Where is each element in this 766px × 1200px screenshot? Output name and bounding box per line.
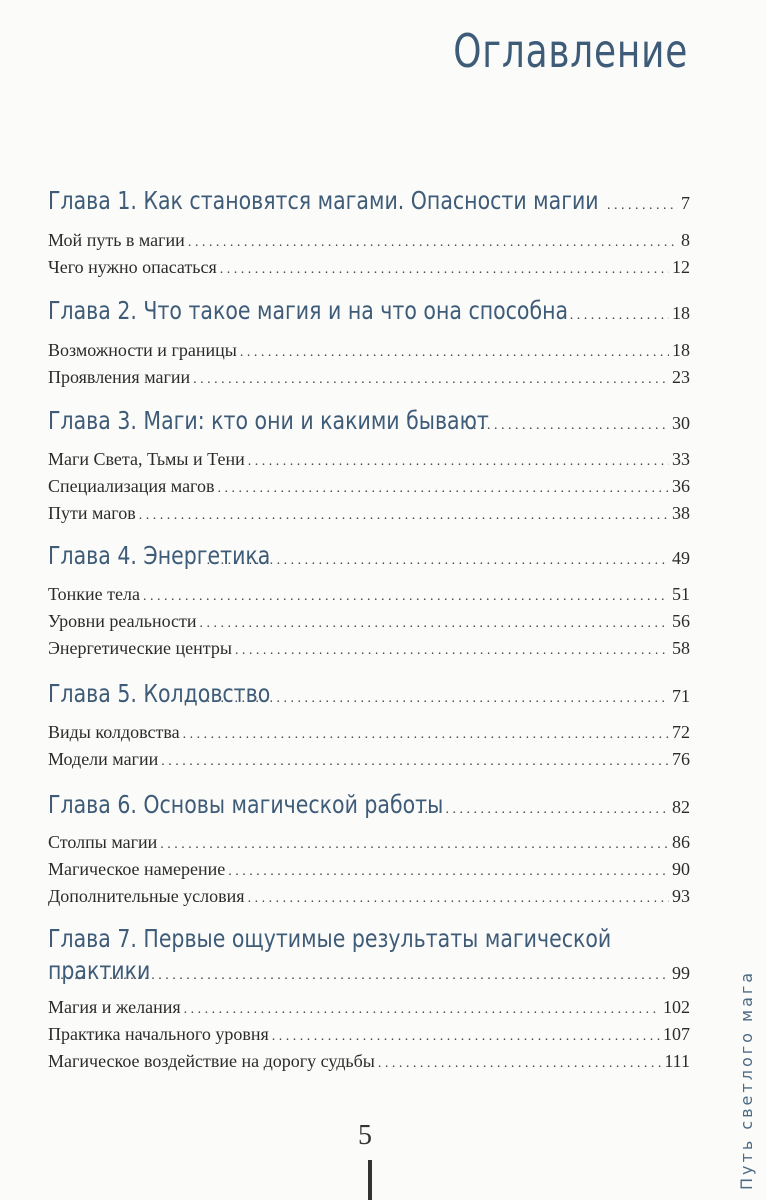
toc-page-number: 36: [672, 476, 690, 496]
toc-chapter-5: [48, 679, 690, 708]
toc-entry-title: Возможности и границы: [48, 340, 237, 360]
leader-dots: [183, 727, 669, 743]
toc-page-number: 102: [663, 997, 690, 1017]
toc-entry: [48, 584, 690, 605]
leader-dots: [418, 802, 669, 818]
toc-entry: [48, 611, 690, 632]
toc-page-number: 86: [672, 832, 690, 852]
toc-page-number: 90: [672, 859, 690, 879]
leader-dots: [184, 1002, 660, 1018]
page-title: Оглавление: [453, 24, 688, 78]
toc-entry: [48, 257, 690, 278]
toc-page-number: 18: [672, 340, 690, 360]
leader-dots: [378, 1056, 661, 1072]
toc-entry: [48, 638, 690, 659]
leader-dots: [200, 616, 669, 632]
toc-entry: [48, 340, 690, 361]
toc-chapter-7: [48, 956, 690, 985]
leader-dots: [272, 1029, 660, 1045]
toc-entry-title: Специализация магов: [48, 476, 215, 496]
toc-entry: [48, 367, 690, 388]
toc-page-number: 71: [672, 686, 690, 706]
leader-dots: [188, 235, 678, 251]
toc-entry-title: Проявления магии: [48, 367, 191, 387]
toc-entry-title: Пути магов: [48, 503, 136, 523]
toc-page-number: 12: [672, 257, 690, 277]
table-of-contents: [48, 0, 690, 1100]
toc-entry: [48, 449, 690, 470]
toc-entry-title: Тонкие тела: [48, 584, 140, 604]
toc-entry: [48, 722, 690, 743]
toc-entry: [48, 230, 690, 251]
toc-chapter-title: Глава 1. Как становятся магами. Опасности магии: [48, 186, 599, 215]
toc-page-number: 8: [681, 230, 690, 250]
toc-entry: [48, 503, 690, 524]
page-number: 5: [358, 1120, 372, 1151]
leader-dots: [235, 643, 669, 659]
leader-dots: [161, 754, 669, 770]
toc-chapter-title: Глава 6. Основы магической работы: [48, 790, 444, 819]
leader-dots: [193, 372, 669, 388]
leader-dots: [570, 308, 669, 324]
leader-dots: [207, 553, 669, 569]
toc-entry-title: Магическое намерение: [48, 859, 226, 879]
toc-page-number: 93: [672, 886, 690, 906]
toc-entry: [48, 886, 690, 907]
toc-entry-title: Уровни реальности: [48, 611, 197, 631]
toc-entry: [48, 997, 690, 1018]
leader-dots: [240, 345, 669, 361]
toc-page-number: 82: [672, 797, 690, 817]
toc-chapter-title: Глава 5. Колдовство: [48, 679, 271, 708]
toc-page-number: 111: [664, 1051, 690, 1071]
toc-page-number: 7: [681, 193, 690, 213]
leader-dots: [60, 968, 669, 984]
toc-page-number: 23: [672, 367, 690, 387]
toc-chapter-4: [48, 541, 690, 570]
book-title-vertical: Путь светлого мага: [737, 969, 756, 1190]
toc-entry: [48, 1051, 690, 1072]
toc-page-number: 33: [672, 449, 690, 469]
leader-dots: [248, 454, 669, 470]
leader-dots: [220, 262, 669, 278]
leader-dots: [607, 198, 678, 214]
toc-entry-title: Мой путь в магии: [48, 230, 185, 250]
toc-chapter-title: практики: [48, 956, 151, 985]
toc-page-number: 18: [672, 303, 690, 323]
toc-chapter-3: [48, 406, 690, 435]
toc-entry: [48, 859, 690, 880]
toc-entry-title: Магия и желания: [48, 997, 181, 1017]
toc-chapter-7-title-line1: Глава 7. Первые ощутимые результаты магической: [48, 924, 612, 953]
toc-page-number: 107: [663, 1024, 690, 1044]
toc-page-number: 56: [672, 611, 690, 631]
toc-page-number: 72: [672, 722, 690, 742]
leader-dots: [228, 864, 669, 880]
toc-chapter-2: [48, 296, 690, 325]
toc-entry-title: Дополнительные условия: [48, 886, 245, 906]
toc-chapter-title: Глава 2. Что такое магия и на что она способна: [48, 296, 569, 325]
toc-chapter-title: Глава 4. Энергетика: [48, 541, 271, 570]
toc-page-number: 76: [672, 749, 690, 769]
toc-entry-title: Столпы магии: [48, 832, 158, 852]
toc-entry-title: Практика начального уровня: [48, 1024, 269, 1044]
toc-entry: [48, 749, 690, 770]
toc-page-number: 30: [672, 413, 690, 433]
leader-dots: [139, 508, 669, 524]
toc-entry: [48, 832, 690, 853]
toc-entry-title: Чего нужно опасаться: [48, 257, 217, 277]
toc-entry-title: Магическое воздействие на дорогу судьбы: [48, 1051, 375, 1071]
toc-page-number: 99: [672, 963, 690, 983]
toc-page-number: 51: [672, 584, 690, 604]
toc-entry-title: Энергетические центры: [48, 638, 232, 658]
toc-page-number: 49: [672, 548, 690, 568]
toc-page-number: 38: [672, 503, 690, 523]
leader-dots: [218, 481, 670, 497]
toc-entry-title: Модели магии: [48, 749, 159, 769]
toc-entry-title: Виды колдовства: [48, 722, 180, 742]
toc-chapter-6: [48, 790, 690, 819]
toc-page-number: 58: [672, 638, 690, 658]
page-number-rule: [368, 1160, 372, 1200]
toc-chapter-1: [48, 186, 690, 215]
leader-dots: [143, 589, 669, 605]
leader-dots: [473, 418, 669, 434]
toc-entry: [48, 476, 690, 497]
leader-dots: [248, 891, 669, 907]
toc-entry-title: Маги Света, Тьмы и Тени: [48, 449, 245, 469]
leader-dots: [160, 837, 669, 853]
toc-chapter-title: Глава 3. Маги: кто они и какими бывают: [48, 406, 489, 435]
leader-dots: [206, 691, 669, 707]
toc-entry: [48, 1024, 690, 1045]
